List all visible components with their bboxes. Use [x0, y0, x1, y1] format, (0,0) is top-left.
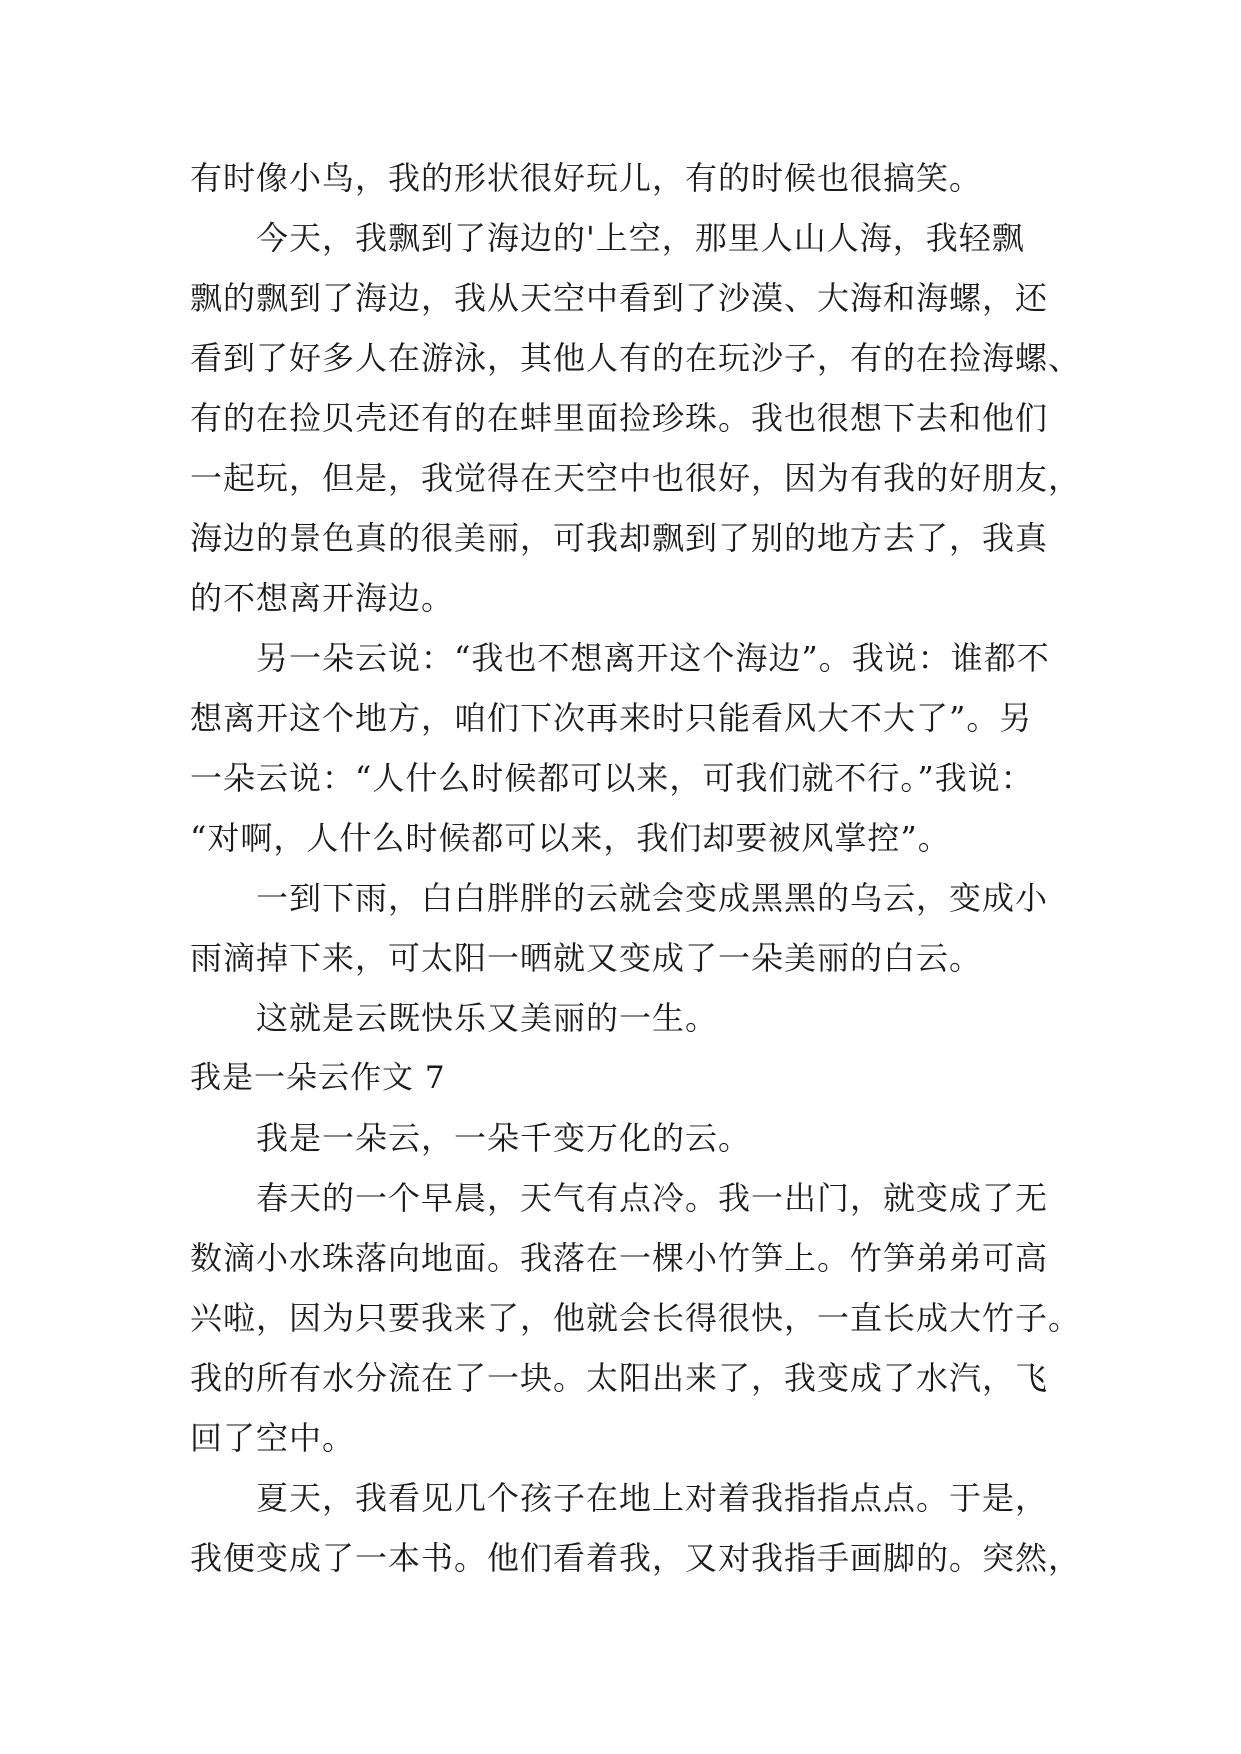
text-line: 一到下雨，白白胖胖的云就会变成黑黑的乌云，变成小	[256, 879, 1049, 917]
text-line: 我的所有水分流在了一块。太阳出来了，我变成了水汽，飞	[190, 1359, 1049, 1397]
text-line: 雨滴掉下来，可太阳一晒就又变成了一朵美丽的白云。	[190, 939, 983, 977]
text-line: 春天的一个早晨，天气有点冷。我一出门，就变成了无	[256, 1179, 1049, 1217]
text-line: 一起玩，但是，我觉得在天空中也很好，因为有我的好朋友，	[190, 459, 1082, 497]
text-line: 这就是云既快乐又美丽的一生。	[256, 999, 719, 1037]
text-line: 另一朵云说：“我也不想离开这个海边”。我说：谁都不	[256, 639, 1050, 677]
text-line: 飘的飘到了海边，我从天空中看到了沙漠、大海和海螺，还	[190, 279, 1049, 317]
text-line: “对啊，人什么时候都可以来，我们却要被风掌控”。	[190, 819, 951, 857]
text-line: 兴啦，因为只要我来了，他就会长得很快，一直长成大竹子。	[190, 1299, 1082, 1337]
text-line: 有的在捡贝壳还有的在蚌里面捡珍珠。我也很想下去和他们	[190, 399, 1049, 437]
text-line: 海边的景色真的很美丽，可我却飘到了别的地方去了，我真	[190, 519, 1049, 557]
text-line: 的不想离开海边。	[190, 579, 455, 617]
text-line: 数滴小水珠落向地面。我落在一棵小竹笋上。竹笋弟弟可高	[190, 1239, 1049, 1277]
text-line: 回了空中。	[190, 1419, 356, 1457]
text-line: 我便变成了一本书。他们看着我，又对我指手画脚的。突然，	[190, 1539, 1082, 1577]
essay-section-title: 我是一朵云作文 7	[190, 1060, 446, 1096]
text-line: 看到了好多人在游泳，其他人有的在玩沙子，有的在捡海螺、	[190, 339, 1082, 377]
text-line: 今天，我飘到了海边的'上空，那里人山人海，我轻飘	[256, 219, 1025, 257]
text-line: 我是一朵云，一朵千变万化的云。	[256, 1119, 752, 1157]
essay-text-column	[190, 148, 1082, 1588]
text-line: 夏天，我看见几个孩子在地上对着我指指点点。于是，	[256, 1479, 1049, 1517]
text-line: 有时像小鸟，我的形状很好玩儿，有的时候也很搞笑。	[190, 159, 983, 197]
text-line: 想离开这个地方，咱们下次再来时只能看风大不大了”。另	[190, 699, 1033, 737]
text-line: 一朵云说：“人什么时候都可以来，可我们就不行。”我说：	[190, 759, 1034, 797]
